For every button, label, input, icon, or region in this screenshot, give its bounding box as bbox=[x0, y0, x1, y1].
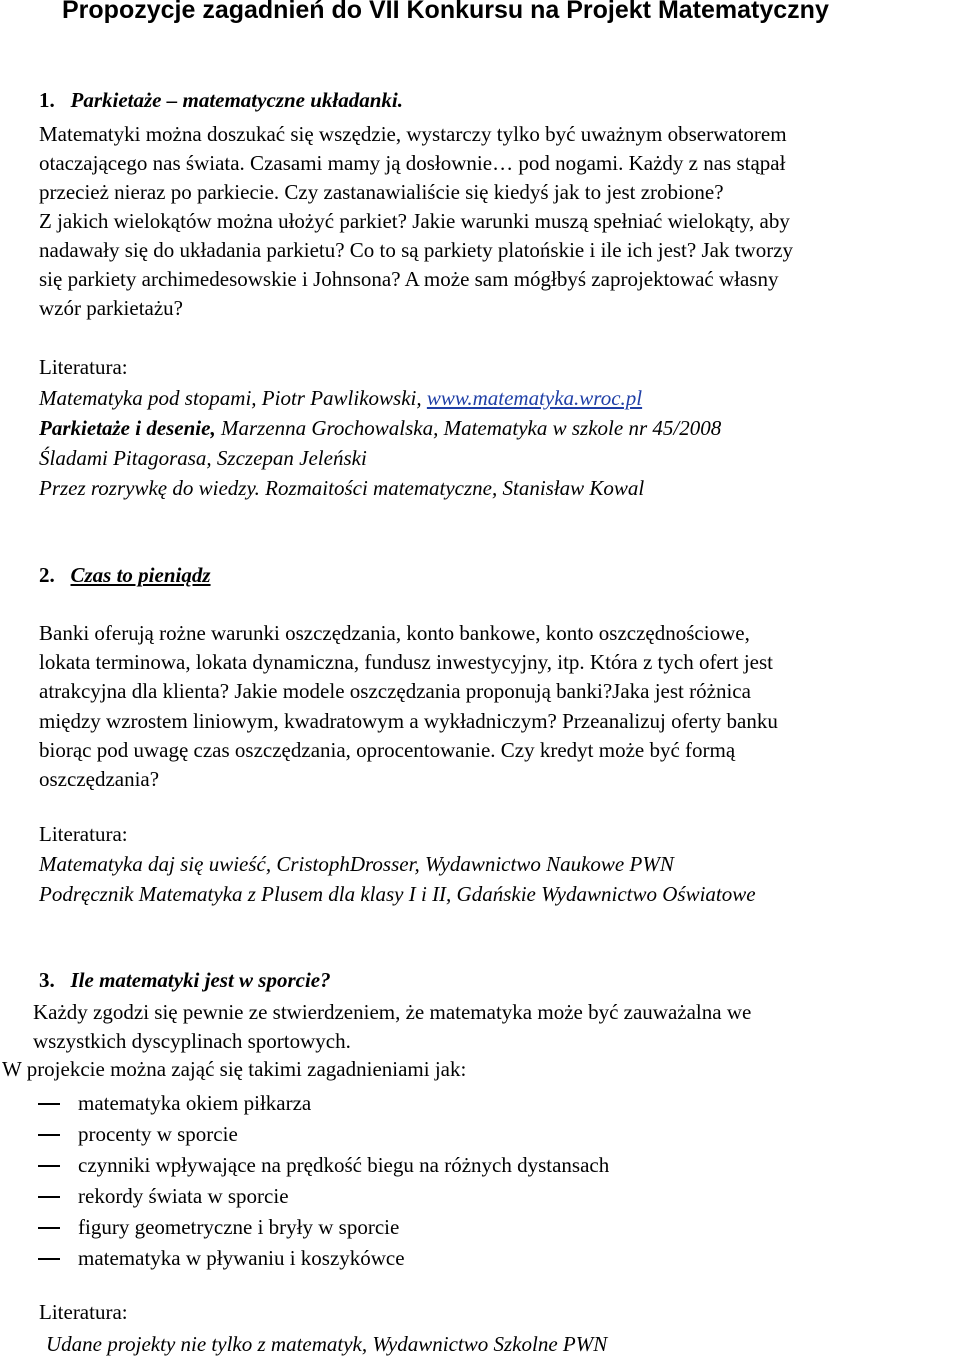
list-item bbox=[38, 1183, 609, 1214]
section-3-reference-1: Udane projekty nie tylko z matematyk, Wydawnictwo Szkolne PWN bbox=[46, 1332, 608, 1356]
reference-bold-title: Parkietaże i desenie, bbox=[39, 416, 216, 440]
dash-bullet-icon bbox=[38, 1134, 60, 1136]
section-1-title: Parkietaże – matematyczne układanki. bbox=[70, 88, 403, 112]
section-1-line: Matematyki można doszukać się wszędzie, wystarczy tylko być uważnym obserwatorem bbox=[39, 122, 787, 146]
section-2-line: między wzrostem liniowym, kwadratowym a wykładniczym? Przeanalizuj oferty banku bbox=[39, 708, 778, 733]
section-1-reference-1 bbox=[39, 386, 642, 411]
section-2-literature-label: Literatura: bbox=[39, 822, 128, 846]
dash-bullet-icon bbox=[38, 1196, 60, 1198]
section-2-line: lokata terminowa, lokata dynamiczna, fundusz inwestycyjny, itp. Która z tych ofert jest bbox=[39, 650, 773, 675]
section-1-body bbox=[39, 120, 959, 323]
section-2-number: 2. bbox=[39, 563, 55, 587]
list-item-text: matematyka w pływaniu i koszykówce bbox=[78, 1246, 405, 1270]
section-3-lead: W projekcie można zająć się takimi zagadnieniami jak: bbox=[2, 1057, 467, 1081]
list-item-text: figury geometryczne i bryły w sporcie bbox=[78, 1215, 400, 1239]
list-item bbox=[38, 1090, 609, 1121]
section-1-line: przecież nieraz po parkiecie. Czy zastanawialiście się kiedyś jak to jest zrobione? bbox=[39, 180, 724, 204]
section-2-line: oszczędzania? bbox=[39, 767, 160, 792]
section-2-body bbox=[39, 619, 959, 794]
section-3-topic-list bbox=[38, 1090, 609, 1276]
list-item-text: czynniki wpływające na prędkość biegu na różnych dystansach bbox=[78, 1153, 610, 1177]
section-1-line: otaczającego nas świata. Czasami mamy ją dosłownie… pod nogami. Każdy z nas stąpał bbox=[39, 151, 786, 175]
section-1-reference-4: Przez rozrywkę do wiedzy. Rozmaitości matematyczne, Stanisław Kowal bbox=[39, 476, 645, 500]
section-2-line: Banki oferują rożne warunki oszczędzania, konto bankowe, konto oszczędnościowe, bbox=[39, 621, 750, 645]
section-1-line: nadawały się do układania parkietu? Co to są parkiety platońskie i ile ich jest? Jak tworzy bbox=[39, 238, 794, 262]
section-2-line: biorąc pod uwagę czas oszczędzania, oprocentowanie. Czy kredyt może być formą bbox=[39, 737, 736, 762]
section-1-line: wzór parkietażu? bbox=[39, 296, 183, 320]
section-3-number: 3. bbox=[39, 968, 55, 992]
section-2-heading bbox=[39, 563, 211, 588]
list-item-text: rekordy świata w sporcie bbox=[78, 1184, 289, 1208]
dash-bullet-icon bbox=[38, 1165, 60, 1167]
reference-text: Matematyka pod stopami, Piotr Pawlikowski, bbox=[39, 386, 427, 410]
list-item bbox=[38, 1214, 609, 1245]
dash-bullet-icon bbox=[38, 1227, 60, 1229]
section-2-line: atrakcyjna dla klienta? Jakie modele oszczędzania proponują banki?Jaka jest różnica bbox=[39, 679, 751, 704]
section-1-number: 1. bbox=[39, 88, 55, 112]
section-3-literature-label: Literatura: bbox=[39, 1300, 128, 1324]
section-2-title: Czas to pieniądz bbox=[70, 563, 211, 587]
list-item bbox=[38, 1121, 609, 1152]
reference-link[interactable]: www.matematyka.wroc.pl bbox=[426, 386, 643, 410]
section-1-line: Z jakich wielokątów można ułożyć parkiet? Jakie warunki muszą spełniać wielokąty, aby bbox=[39, 209, 790, 233]
section-3-intro-line: wszystkich dyscyplinach sportowych. bbox=[33, 1029, 351, 1053]
dash-bullet-icon bbox=[38, 1258, 60, 1260]
section-2-reference-1: Matematyka daj się uwieść, CristophDrosser, Wydawnictwo Naukowe PWN bbox=[39, 852, 674, 876]
section-1-literature-label: Literatura: bbox=[39, 355, 128, 379]
section-1-heading bbox=[39, 88, 403, 113]
section-1-reference-2 bbox=[39, 416, 721, 441]
page-title: Propozycje zagadnień do VII Konkursu na Projekt Matematyczny bbox=[62, 0, 829, 24]
section-3-intro bbox=[33, 998, 953, 1056]
section-1-line: się parkiety archimedesowskie i Johnsona? A może sam mógłbyś zaprojektować własny bbox=[39, 267, 779, 291]
section-2-reference-2: Podręcznik Matematyka z Plusem dla klasy I i II, Gdańskie Wydawnictwo Oświatowe bbox=[39, 882, 756, 906]
list-item bbox=[38, 1245, 609, 1276]
reference-text: Marzenna Grochowalska, Matematyka w szkole nr 45/2008 bbox=[215, 416, 722, 440]
list-item bbox=[38, 1152, 609, 1183]
section-1-reference-3: Śladami Pitagorasa, Szczepan Jeleński bbox=[39, 446, 367, 470]
section-3-title: Ile matematyki jest w sporcie? bbox=[70, 968, 331, 992]
section-3-intro-line: Każdy zgodzi się pewnie ze stwierdzeniem, że matematyka może być zauważalna we bbox=[33, 1000, 752, 1024]
list-item-text: matematyka okiem piłkarza bbox=[78, 1091, 312, 1115]
section-3-heading bbox=[39, 968, 331, 993]
dash-bullet-icon bbox=[38, 1103, 60, 1105]
list-item-text: procenty w sporcie bbox=[78, 1122, 238, 1146]
